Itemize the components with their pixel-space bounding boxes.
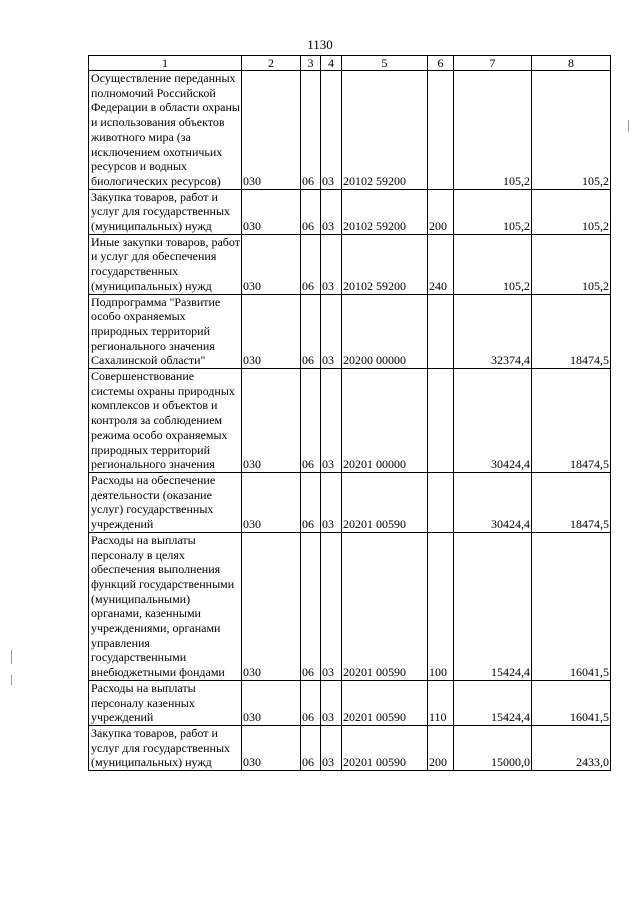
code-cell: [428, 369, 454, 473]
header-cell: 4: [321, 56, 342, 71]
header-cell: 1: [89, 56, 242, 71]
code-cell: 030: [242, 71, 301, 190]
scan-mark: [11, 675, 12, 685]
amount-cell: 15424,4: [454, 680, 532, 725]
row-name: Осуществление переданных полномочий Российской Федерации в области охраны и использования объектов животного мира (за исключением охотничьих ресурсов и водных биологических ресурсов): [89, 71, 242, 190]
code-cell: 20201 00590: [342, 725, 428, 770]
table-row: [89, 71, 611, 190]
code-cell: 06: [301, 725, 321, 770]
code-cell: 200: [428, 725, 454, 770]
code-cell: 20102 59200: [342, 234, 428, 294]
row-name: Подпрограмма "Развитие особо охраняемых природных территорий регионального значения Сахалинской области": [89, 294, 242, 369]
table-header-row: [89, 56, 611, 71]
table-row: [89, 294, 611, 369]
code-cell: 200: [428, 189, 454, 234]
header-cell: 3: [301, 56, 321, 71]
row-name: Закупка товаров, работ и услуг для государственных (муниципальных) нужд: [89, 189, 242, 234]
code-cell: [428, 294, 454, 369]
code-cell: 06: [301, 532, 321, 680]
amount-cell: 30424,4: [454, 369, 532, 473]
table-row: [89, 369, 611, 473]
code-cell: 20201 00590: [342, 472, 428, 532]
code-cell: 20102 59200: [342, 71, 428, 190]
code-cell: 03: [321, 234, 342, 294]
amount-cell: 18474,5: [532, 472, 611, 532]
code-cell: 03: [321, 369, 342, 473]
row-name: Расходы на выплаты персоналу казенных учреждений: [89, 680, 242, 725]
amount-cell: 16041,5: [532, 532, 611, 680]
code-cell: 03: [321, 532, 342, 680]
code-cell: 03: [321, 294, 342, 369]
code-cell: 030: [242, 472, 301, 532]
table-row: [89, 725, 611, 770]
code-cell: 03: [321, 189, 342, 234]
amount-cell: 18474,5: [532, 369, 611, 473]
code-cell: 030: [242, 234, 301, 294]
row-name: Закупка товаров, работ и услуг для государственных (муниципальных) нужд: [89, 725, 242, 770]
amount-cell: 15424,4: [454, 532, 532, 680]
code-cell: 03: [321, 680, 342, 725]
header-cell: 2: [242, 56, 301, 71]
code-cell: [428, 472, 454, 532]
code-cell: 06: [301, 680, 321, 725]
code-cell: 110: [428, 680, 454, 725]
amount-cell: 105,2: [532, 71, 611, 190]
code-cell: 030: [242, 532, 301, 680]
code-cell: 06: [301, 369, 321, 473]
row-name: Иные закупки товаров, работ и услуг для обеспечения государственных (муниципальных) нужд: [89, 234, 242, 294]
header-cell: 6: [428, 56, 454, 71]
row-name: Расходы на обеспечение деятельности (оказание услуг) государственных учреждений: [89, 472, 242, 532]
amount-cell: 105,2: [532, 234, 611, 294]
amount-cell: 105,2: [454, 234, 532, 294]
code-cell: 100: [428, 532, 454, 680]
scan-mark: [628, 120, 629, 132]
code-cell: 20201 00590: [342, 680, 428, 725]
code-cell: 06: [301, 71, 321, 190]
code-cell: 030: [242, 189, 301, 234]
amount-cell: 18474,5: [532, 294, 611, 369]
code-cell: 03: [321, 472, 342, 532]
amount-cell: 105,2: [532, 189, 611, 234]
amount-cell: 2433,0: [532, 725, 611, 770]
code-cell: 030: [242, 294, 301, 369]
code-cell: 06: [301, 189, 321, 234]
code-cell: 20200 00000: [342, 294, 428, 369]
code-cell: 03: [321, 71, 342, 190]
table-row: [89, 234, 611, 294]
table-row: [89, 472, 611, 532]
code-cell: 030: [242, 680, 301, 725]
code-cell: 06: [301, 472, 321, 532]
amount-cell: 105,2: [454, 71, 532, 190]
amount-cell: 30424,4: [454, 472, 532, 532]
code-cell: [428, 71, 454, 190]
budget-table: [88, 55, 611, 771]
table-row: [89, 189, 611, 234]
table-row: [89, 532, 611, 680]
row-name: Расходы на выплаты персоналу в целях обеспечения выполнения функций государственными (муниципальными) органами, казенными учреждениями, органами управления государственными внебюджетными фондами: [89, 532, 242, 680]
amount-cell: 105,2: [454, 189, 532, 234]
header-cell: 7: [454, 56, 532, 71]
header-cell: 5: [342, 56, 428, 71]
code-cell: 20102 59200: [342, 189, 428, 234]
code-cell: 030: [242, 725, 301, 770]
code-cell: 06: [301, 234, 321, 294]
amount-cell: 16041,5: [532, 680, 611, 725]
header-cell: 8: [532, 56, 611, 71]
code-cell: 030: [242, 369, 301, 473]
page-number: 1130: [307, 37, 333, 52]
amount-cell: 32374,4: [454, 294, 532, 369]
code-cell: 06: [301, 294, 321, 369]
code-cell: 240: [428, 234, 454, 294]
code-cell: 03: [321, 725, 342, 770]
amount-cell: 15000,0: [454, 725, 532, 770]
scan-mark: [11, 650, 12, 664]
row-name: Совершенствование системы охраны природных комплексов и объектов и контроля за соблюдением режима особо охраняемых природных территорий регионального значения: [89, 369, 242, 473]
table-row: [89, 680, 611, 725]
code-cell: 20201 00590: [342, 532, 428, 680]
code-cell: 20201 00000: [342, 369, 428, 473]
